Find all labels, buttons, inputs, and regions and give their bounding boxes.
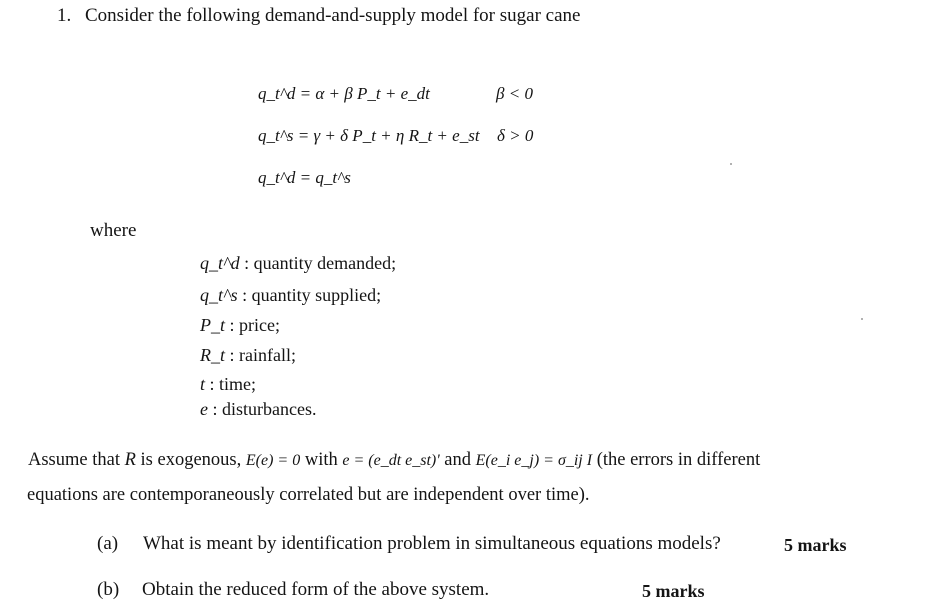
assumption-text: is exogenous,: [140, 450, 242, 470]
assumption-covariance: E(e_i e_j) = σ_ij I: [475, 452, 593, 469]
equation-supply-condition: δ > 0: [497, 126, 534, 145]
equation-equilibrium: [258, 168, 351, 188]
equation-equilibrium-rhs: = q_t^s: [299, 168, 351, 187]
definition-sep: :: [209, 374, 215, 394]
part-b-label: (b): [97, 579, 120, 600]
equation-supply: [258, 126, 480, 146]
definition-meaning: quantity demanded;: [253, 253, 397, 273]
definition-sep: :: [229, 315, 235, 335]
definition-meaning: disturbances.: [222, 399, 317, 419]
definition-symbol: R_t: [200, 345, 225, 365]
definition-meaning: rainfall;: [239, 345, 296, 365]
definition-item: [200, 285, 381, 306]
part-b-marks: 5 marks: [642, 581, 705, 601]
assumption-expectation: E(e) = 0: [245, 452, 301, 469]
scan-speck: [861, 318, 863, 320]
definition-item: [200, 399, 317, 420]
definition-sep: :: [229, 345, 235, 365]
definition-sep: :: [242, 285, 248, 305]
part-a-text: What is meant by identification problem in simultaneous equations models?: [143, 533, 721, 554]
assumption-line-1: [28, 450, 760, 471]
equation-demand-condition: β < 0: [496, 84, 533, 103]
assumption-text: and: [444, 450, 471, 470]
definition-sep: :: [212, 399, 218, 419]
definition-symbol: t: [200, 374, 206, 394]
definition-sep: :: [244, 253, 250, 273]
equation-supply-rhs: = γ + δ P_t + η R_t + e_st: [297, 126, 480, 145]
definition-symbol: P_t: [200, 315, 225, 335]
where-label: where: [90, 220, 137, 241]
definition-symbol: q_t^d: [200, 253, 240, 273]
equation-demand: [258, 84, 430, 104]
scan-speck: [730, 163, 732, 165]
definition-item: [200, 253, 396, 274]
assumption-text: with: [304, 450, 338, 470]
equation-demand-rhs: = α + β P_t + e_dt: [299, 84, 430, 103]
equation-equilibrium-lhs: q_t^d: [258, 168, 296, 187]
assumption-text: (the errors in different: [596, 450, 761, 470]
assumption-error-vector: e = (e_dt e_st)': [342, 452, 440, 469]
equation-demand-lhs: q_t^d: [258, 84, 296, 103]
part-a-marks: 5 marks: [784, 535, 847, 555]
definition-meaning: quantity supplied;: [251, 285, 382, 305]
definition-symbol: q_t^s: [200, 285, 238, 305]
question-number: 1.: [57, 5, 72, 26]
assumption-R: R: [124, 450, 136, 470]
definition-meaning: time;: [219, 374, 257, 394]
question-intro: Consider the following demand-and-supply model for sugar cane: [85, 5, 581, 26]
equation-supply-lhs: q_t^s: [258, 126, 294, 145]
part-b-text: Obtain the reduced form of the above system.: [142, 579, 490, 600]
definition-meaning: price;: [239, 315, 280, 335]
assumption-text: Assume that: [28, 450, 120, 470]
definition-item: [200, 315, 280, 336]
part-a-label: (a): [97, 533, 119, 554]
definition-symbol: e: [200, 399, 208, 419]
definition-item: [200, 374, 256, 395]
definition-item: [200, 345, 296, 366]
assumption-line-2: equations are contemporaneously correlated but are independent over time).: [27, 485, 590, 505]
